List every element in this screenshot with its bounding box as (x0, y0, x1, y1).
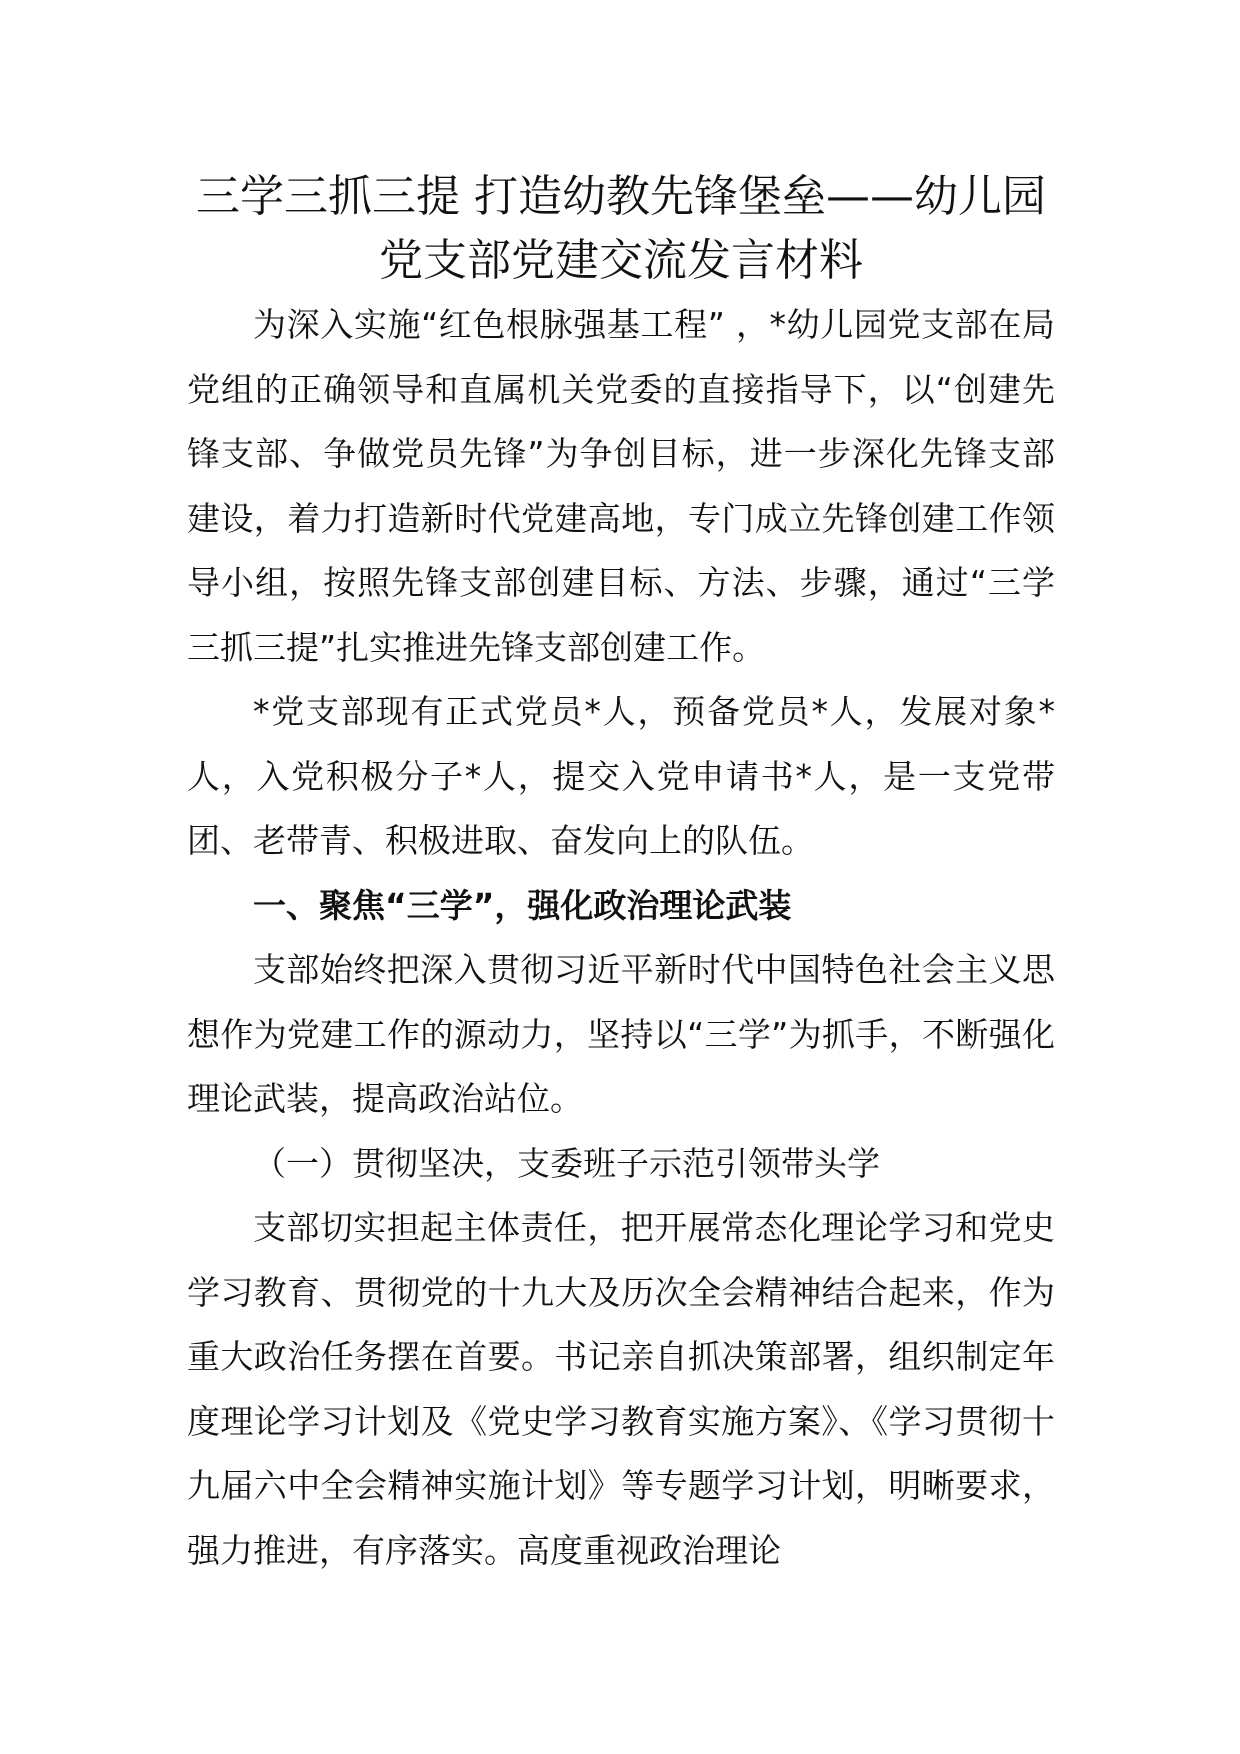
document-title: 三学三抓三提 打造幼教先锋堡垒——幼儿园党支部党建交流发言材料 (196, 171, 1046, 286)
membership-paragraph: *党支部现有正式党员*人，预备党员*人，发展对象*人，入党积极分子*人，提交入党申请书*人，是一支党带团、老带青、积极进取、奋发向上的队伍。 (187, 692, 1055, 860)
document-body (187, 165, 1055, 1583)
subsection-heading-one: （一）贯彻坚决，支委班子示范引领带头学 (253, 1143, 880, 1183)
intro-paragraph: 为深入实施“红色根脉强基工程” ，*幼儿园党支部在局党组的正确领导和直属机关党委的直接指导下，以“创建先锋支部、争做党员先锋”为争创目标，进一步深化先锋支部建设，着力打造新时代党建高地，专门成立先锋创建工作领导小组，按照先锋支部创建目标、方法、步骤，通过“三学三抓三提”扎实推进先锋支部创建工作。 (187, 305, 1055, 667)
subsection-one-paragraph: 支部切实担起主体责任，把开展常态化理论学习和党史学习教育、贯彻党的十九大及历次全会精神结合起来，作为重大政治任务摆在首要。书记亲自抓决策部署，组织制定年度理论学习计划及《党史学习教育实施方案》、《学习贯彻十九届六中全会精神实施计划》等专题学习计划，明晰要求，强力推进，有序落实。高度重视政治理论 (187, 1208, 1055, 1570)
section-heading-one: 一、聚焦“三学”，强化政治理论武装 (253, 885, 792, 925)
section-one-paragraph: 支部始终把深入贯彻习近平新时代中国特色社会主义思想作为党建工作的源动力，坚持以“三学”为抓手，不断强化理论武装，提高政治站位。 (187, 950, 1055, 1118)
